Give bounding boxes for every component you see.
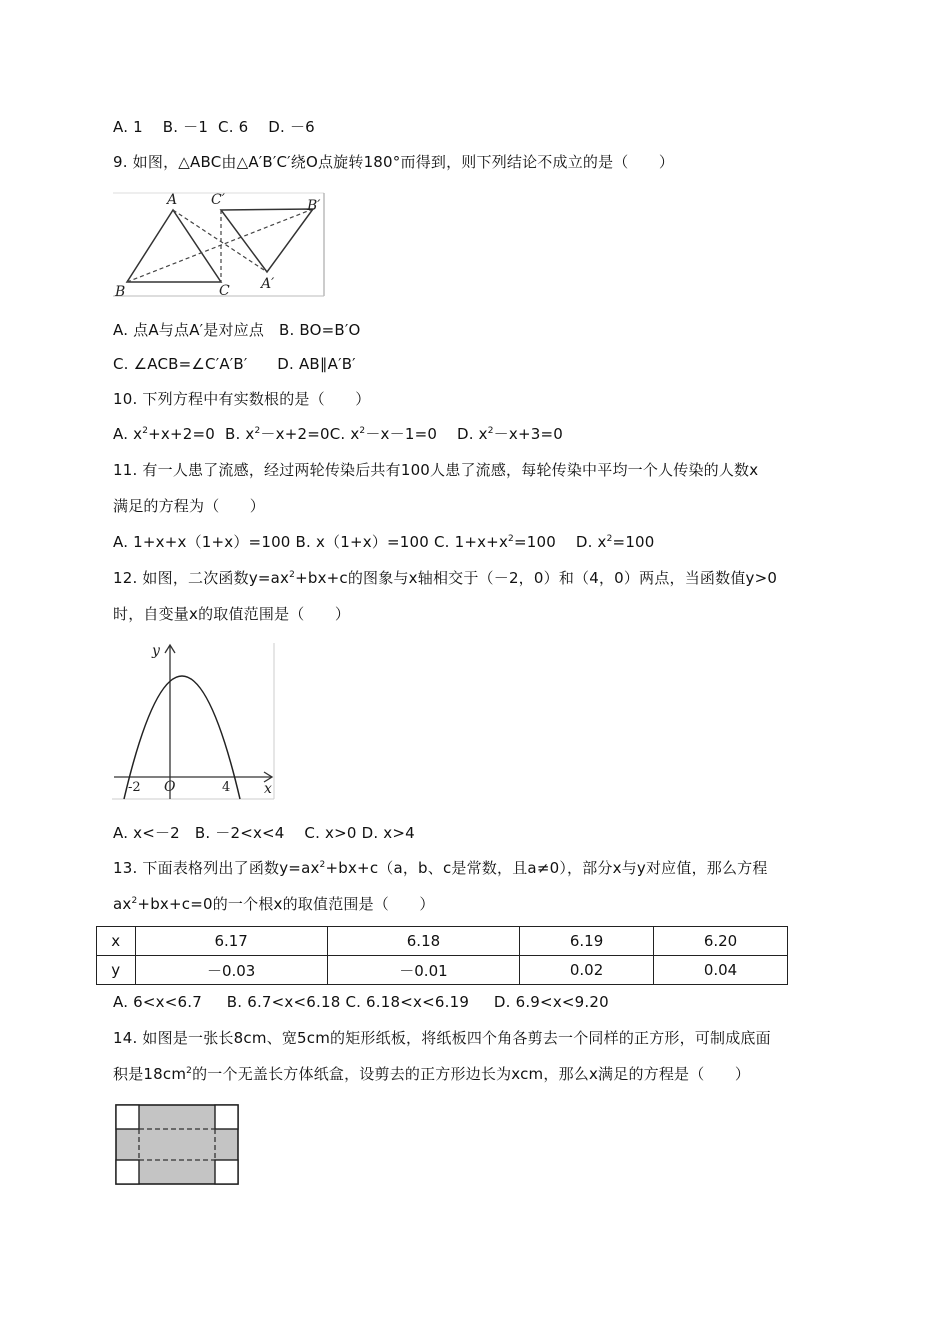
q12-parabola-figure bbox=[112, 643, 276, 801]
label-A-prime: A′ bbox=[261, 276, 275, 292]
q9-options-line1: A. 点A与点A′是对应点 B. BO=B′O bbox=[113, 321, 361, 339]
q11-stem-line1: 11. 有一人患了流感，经过两轮传染后共有100人患了流感，每轮传染中平均一个人传染的人数x bbox=[113, 461, 759, 479]
q14-cardboard-figure bbox=[115, 1104, 240, 1186]
axis-label-y: y bbox=[152, 643, 160, 659]
q14-stem-line1: 14. 如图是一张长8cm、宽5cm的矩形纸板，将纸板四个角各剪去一个同样的正方形，可制成底面 bbox=[113, 1029, 771, 1047]
table-row-y bbox=[97, 956, 788, 985]
q10-options: A. $x^2+x+2=0$ B. $x^2-x+2=0C$. $x^2-x-1=0$ D. $x^2-x+3=0$ bbox=[113, 425, 563, 443]
table-row-x bbox=[97, 927, 788, 956]
q9-options-line2: C. ∠ACB=∠C′A′B′ D. AB∥A′B′ bbox=[113, 355, 356, 373]
q12-stem-line1: 12. 如图，二次函数$y=ax^2+bx+c$的图象与x轴相交于（－2，0）和（4，0）两点，当函数值y>0 bbox=[113, 569, 778, 587]
table-cell: －0.03 bbox=[135, 956, 327, 985]
table-cell: x bbox=[97, 927, 136, 956]
label-C: C bbox=[219, 283, 230, 298]
label-B: B bbox=[115, 284, 126, 298]
q9-stem: 9. 如图，△ABC由△A′B′C′绕O点旋转180°而得到，则下列结论不成立的是（ ） bbox=[113, 153, 675, 171]
table-cell: 6.19 bbox=[520, 927, 654, 956]
tick-label-4: 4 bbox=[222, 780, 231, 795]
q11-stem-line2: 满足的方程为（ ） bbox=[113, 497, 266, 515]
q13-value-table bbox=[96, 926, 788, 985]
q12-options: A. x<－2 B. －2<x<4 C. x>0 D. x>4 bbox=[113, 824, 415, 842]
q11-options: A. 1+x+x（1+x）=100 B. x（1+x）=100 C. $1+x+x^2=100$ D. $x^2=100$ bbox=[113, 533, 655, 551]
table-cell: －0.01 bbox=[327, 956, 519, 985]
q13-stem-line2: $ax^2+bx+c=0$的一个根x的取值范围是（ ） bbox=[113, 895, 435, 913]
q13-options: A. 6<x<6.7 B. 6.7<x<6.18 C. 6.18<x<6.19 D. 6.9<x<9.20 bbox=[113, 993, 609, 1011]
origin-label: O bbox=[164, 779, 176, 795]
axis-label-x: x bbox=[264, 781, 272, 797]
label-C-prime: C′ bbox=[211, 192, 225, 208]
table-cell: 6.20 bbox=[654, 927, 788, 956]
tick-label-neg2: -2 bbox=[128, 780, 141, 795]
q8-options: A. 1 B. －1 C. 6 D. －6 bbox=[113, 118, 315, 136]
table-cell: 6.18 bbox=[327, 927, 519, 956]
table-cell: 0.02 bbox=[520, 956, 654, 985]
q9-rotation-figure bbox=[113, 190, 325, 298]
table-cell: y bbox=[97, 956, 136, 985]
q10-stem: 10. 下列方程中有实数根的是（ ） bbox=[113, 390, 371, 408]
table-cell: 0.04 bbox=[654, 956, 788, 985]
table-cell: 6.17 bbox=[135, 927, 327, 956]
q14-stem-line2: 积是$18cm^2$的一个无盖长方体纸盒，设剪去的正方形边长为xcm，那么x满足的方程是（ ） bbox=[113, 1065, 751, 1083]
q12-stem-line2: 时，自变量x的取值范围是（ ） bbox=[113, 605, 351, 623]
label-A: A bbox=[167, 192, 178, 208]
label-B-prime: B′ bbox=[307, 198, 321, 214]
q13-stem-line1: 13. 下面表格列出了函数$y=ax^2+bx+c(a$，b、c是常数，且a≠0），部分x与y对应值，那么方程 bbox=[113, 859, 768, 877]
